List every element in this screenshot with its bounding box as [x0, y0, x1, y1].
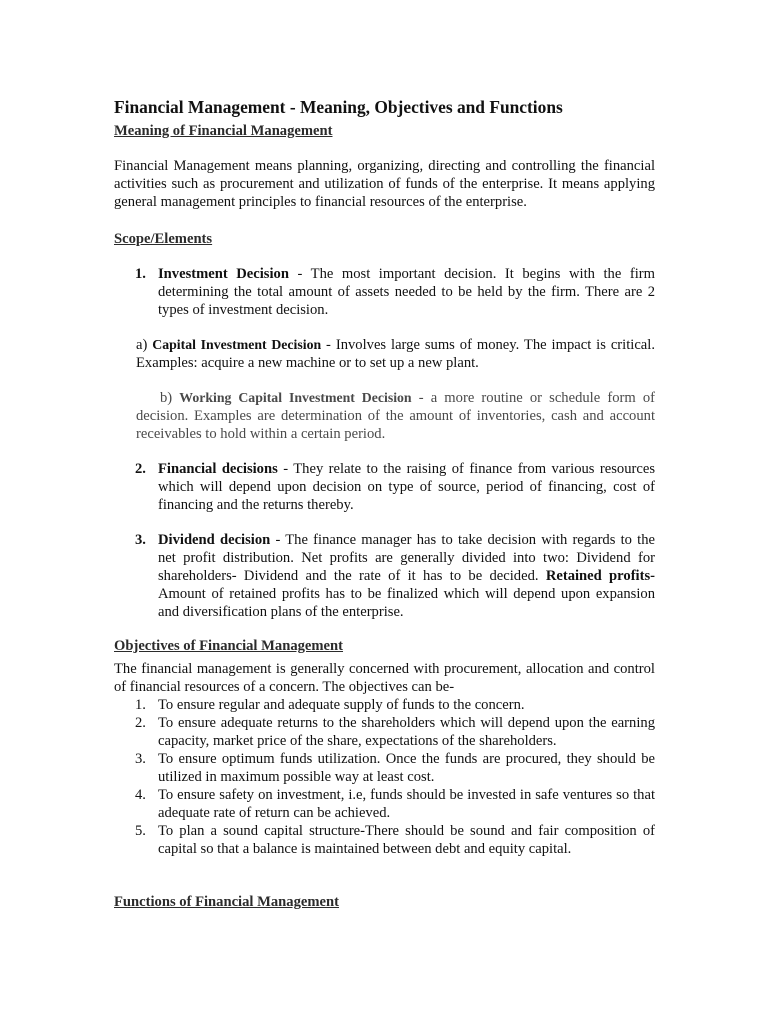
objective-number: 5. [135, 823, 146, 839]
objective-text: To ensure regular and adequate supply of funds to the concern. [158, 697, 525, 713]
meaning-paragraph: Financial Management means planning, organizing, directing and controlling the financial activities such as procurement and utilization of funds of the enterprise. It means applying general management principles to financial resources of the enterprise. [114, 158, 655, 210]
scope-item-number: 1. [135, 266, 146, 282]
objective-number: 1. [135, 697, 146, 713]
objective-item-3 [114, 750, 655, 786]
objective-text: To ensure safety on investment, i.e, funds should be invested in safe ventures so that adequate rate of return can be achieved. [158, 787, 655, 821]
functions-heading: Functions of Financial Management [114, 894, 339, 910]
objective-text: To ensure optimum funds utilization. Once the funds are procured, they should be utilized in maximum possible way at least cost. [158, 751, 655, 785]
document-body [114, 96, 655, 911]
sub-a-term: Capital Investment Decision [152, 337, 322, 352]
sub-b-text: - a more routine or schedule form of decision. Examples are determination of the amount of inventories, cash and account receivables to hold within a certain period. [136, 390, 655, 442]
objectives-heading: Objectives of Financial Management [114, 638, 344, 654]
objective-number: 4. [135, 787, 146, 803]
objective-item-1 [114, 696, 655, 714]
scope-item-text: - The finance manager has to take decision with regards to the net profit distribution. Net profits are generally divided into two: Dividend for shareholders- Dividend and the rate of it has to be decided. [158, 532, 655, 584]
objective-number: 3. [135, 751, 146, 767]
scope-item-term: Investment Decision [158, 266, 289, 282]
objective-item-4 [114, 786, 655, 822]
objective-item-2 [114, 714, 655, 750]
scope-item-text: - They relate to the raising of finance from various resources which will depend upon decision on type of source, period of financing, cost of financing and the returns thereby. [158, 461, 656, 513]
objective-item-5 [114, 822, 655, 858]
scope-item-term: Dividend decision [158, 532, 271, 548]
scope-heading: Scope/Elements [114, 231, 213, 247]
scope-item-1 [114, 265, 655, 319]
meaning-heading: Meaning of Financial Management [114, 123, 333, 139]
capital-investment-paragraph [114, 336, 655, 372]
scope-item-2 [114, 460, 655, 514]
sub-b-term: Working Capital Investment Decision [179, 390, 412, 405]
retained-profits-term: Retained profits- [545, 568, 656, 584]
objective-text: To ensure adequate returns to the shareholders which will depend upon the earning capacity, market price of the share, expectations of the shareholders. [158, 715, 655, 749]
working-capital-paragraph [114, 389, 655, 443]
scope-item-number: 2. [135, 461, 146, 477]
objective-number: 2. [135, 715, 146, 731]
scope-item-number: 3. [135, 532, 146, 548]
scope-item-3 [114, 531, 655, 621]
objective-text: To plan a sound capital structure-There should be sound and fair composition of capital so that a balance is maintained between debt and equity capital. [158, 823, 655, 857]
sub-a-text: - Involves large sums of money. The impact is critical. Examples: acquire a new machine or to set up a new plant. [136, 337, 655, 371]
scope-item-term: Financial decisions [158, 461, 278, 477]
scope-item-text: - The most important decision. It begins with the firm determining the total amount of assets needed to be held by the firm. There are 2 types of investment decision. [158, 266, 655, 318]
sub-a-prefix: a) [136, 337, 153, 353]
sub-b-prefix: b) [160, 390, 180, 406]
retained-profits-text: Amount of retained profits has to be finalized which will depend upon expansion and diversification plans of the enterprise. [158, 586, 655, 620]
objectives-intro: The financial management is generally concerned with procurement, allocation and control of financial resources of a concern. The objectives can be- [114, 661, 655, 695]
page-title: Financial Management - Meaning, Objectives and Functions [114, 97, 563, 117]
